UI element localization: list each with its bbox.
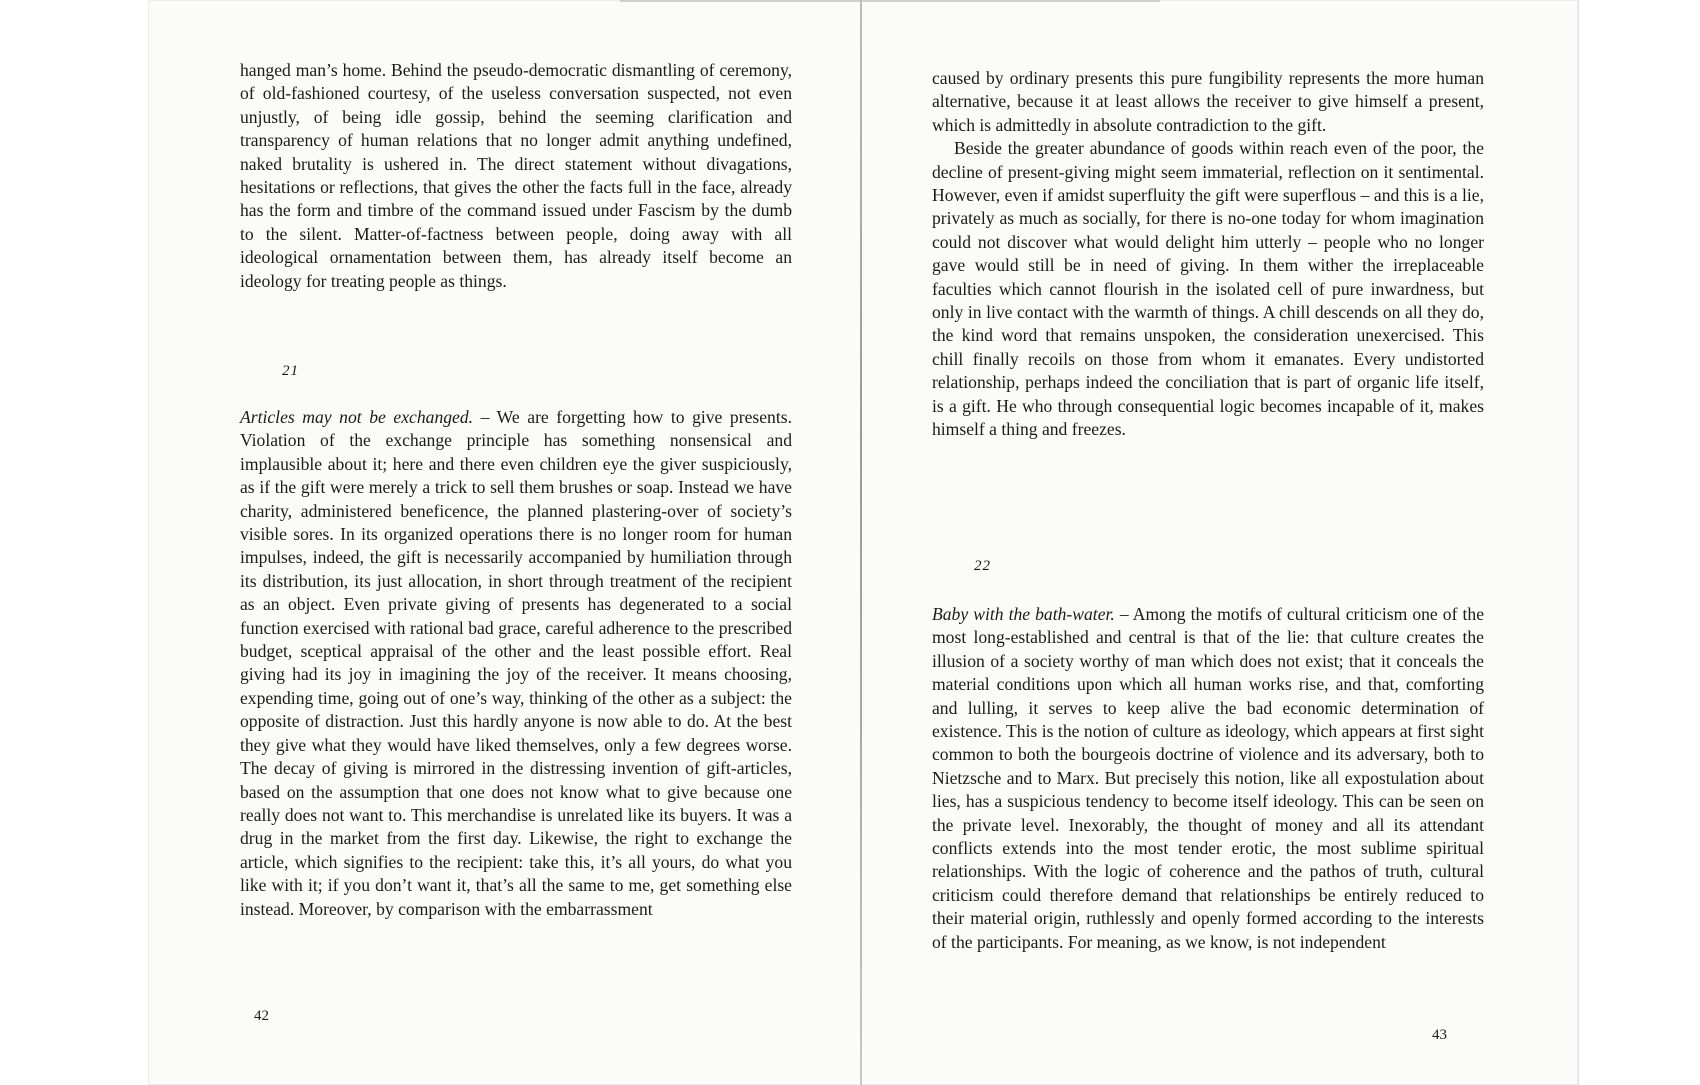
- right-page-continued-text: [932, 67, 1484, 442]
- section-number: 21: [282, 363, 299, 379]
- section-paragraph: [240, 406, 792, 921]
- scan-margin-left: [0, 0, 148, 1085]
- paragraph: Beside the greater abundance of goods within reach even of the poor, the decline of present-giving might seem immaterial, reflection on it sentimental. However, even if amidst superfluity the gift were superflous – and this is a lie, privately as much as socially, for there is no-one today for whom imagination could not discover what would delight him utterly – people who no longer gave would still be in need of giving. In them wither the irreplaceable faculties which cannot flourish in the isolated cell of pure inwardness, but only in live contact with the warmth of things. A chill descends on all they do, the kind word that remains unspoken, the consideration unexercised. This chill finally recoils on those from whom it emanates. Every undistorted relationship, perhaps indeed the conciliation that is part of organic life itself, is a gift. He who through consequential logic becomes incapable of it, makes himself a thing and freezes.: [932, 138, 1484, 440]
- page-number: 42: [254, 1008, 269, 1024]
- page-number: 43: [1432, 1027, 1447, 1043]
- left-page: [240, 0, 792, 1085]
- paragraph: caused by ordinary presents this pure fungibility represents the more human alternative, because it at least allows the receiver to give himself a present, which is admittedly in absolute contradiction to the gift.: [932, 68, 1484, 135]
- section-title: Baby with the bath-water.: [932, 604, 1115, 624]
- right-page: [932, 0, 1484, 1085]
- scan-margin-right: [1578, 0, 1700, 1085]
- section-title: Articles may not be exchanged.: [240, 407, 474, 427]
- paragraph: hanged man’s home. Behind the pseudo-democratic dismantling of ceremony, of old-fashioned courtesy, of the useless conversation suspected, not even unjustly, of being idle gossip, behind the seeming clarification and transparency of human relations that no longer admit anything undefined, naked brutality is ushered in. The direct statement without divagations, hesitations or reflections, that gives the other the facts full in the face, already has the form and timbre of the command issued under Fascism by the dumb to the silent. Matter-of-factness between people, doing away with all ideological ornamentation between them, has already itself become an ideology for treating people as things.: [240, 60, 792, 291]
- section-21-text: [240, 406, 792, 921]
- book-gutter: [860, 0, 862, 1085]
- section-body: – Among the motifs of cultural criticism one of the most long-established and central is that of the lie: that culture creates the illusion of a society worthy of man which does not exist; that it conceals the material conditions upon which all human works rise, and that, comforting and lulling, it serves to keep alive the bad economic determination of existence. This is the notion of culture as ideology, which appears at first sight common to both the bourgeois doctrine of violence and its adversary, both to Nietzsche and to Marx. But precisely this notion, like all expostulation about lies, has a suspicious tendency to become itself ideology. This can be seen on the private level. Inexorably, the thought of money and all its attendant conflicts extends into the most tender erotic, the most sublime spiritual relationships. With the logic of coherence and the pathos of truth, cultural criticism could therefore demand that relationships be entirely reduced to their material origin, ruthlessly and openly formed according to the interests of the participants. For meaning, as we know, is not independent: [932, 604, 1485, 952]
- left-page-continued-text: [240, 59, 792, 293]
- section-number: 22: [974, 558, 991, 574]
- section-body: – We are forgetting how to give presents. Violation of the exchange principle has something nonsensical and implausible about it; here and there even children eye the giver suspiciously, as if the gift were merely a trick to sell them brushes or soap. Instead we have charity, administered beneficence, the planned plastering-over of society’s visible sores. In its organized operations there is no longer room for human impulses, indeed, the gift is necessarily accompanied by humiliation through its distribution, its just allocation, in short through treatment of the recipient as an object. Even private giving of presents has degenerated to a social function exercised with rational bad grace, careful adherence to the prescribed budget, sceptical appraisal of the other and the least possible effort. Real giving had its joy in imagining the joy of the receiver. It means choosing, expending time, going out of one’s way, thinking of the other as a subject: the opposite of distraction. Just this hardly anyone is now able to do. At the best they give what they would have liked themselves, only a few degrees worse. The decay of giving is mirrored in the distressing invention of gift-articles, based on the assumption that one does not know what to give because one really does not want to. This merchandise is unrelated like its buyers. It was a drug in the market from the first day. Likewise, the right to exchange the article, which signifies to the recipient: take this, it’s all yours, do what you like with it; if you don’t want it, that’s all the same to me, get something else instead. Moreover, by comparison with the embarrassment: [240, 407, 792, 919]
- section-paragraph: [932, 603, 1484, 954]
- section-22-text: [932, 603, 1484, 954]
